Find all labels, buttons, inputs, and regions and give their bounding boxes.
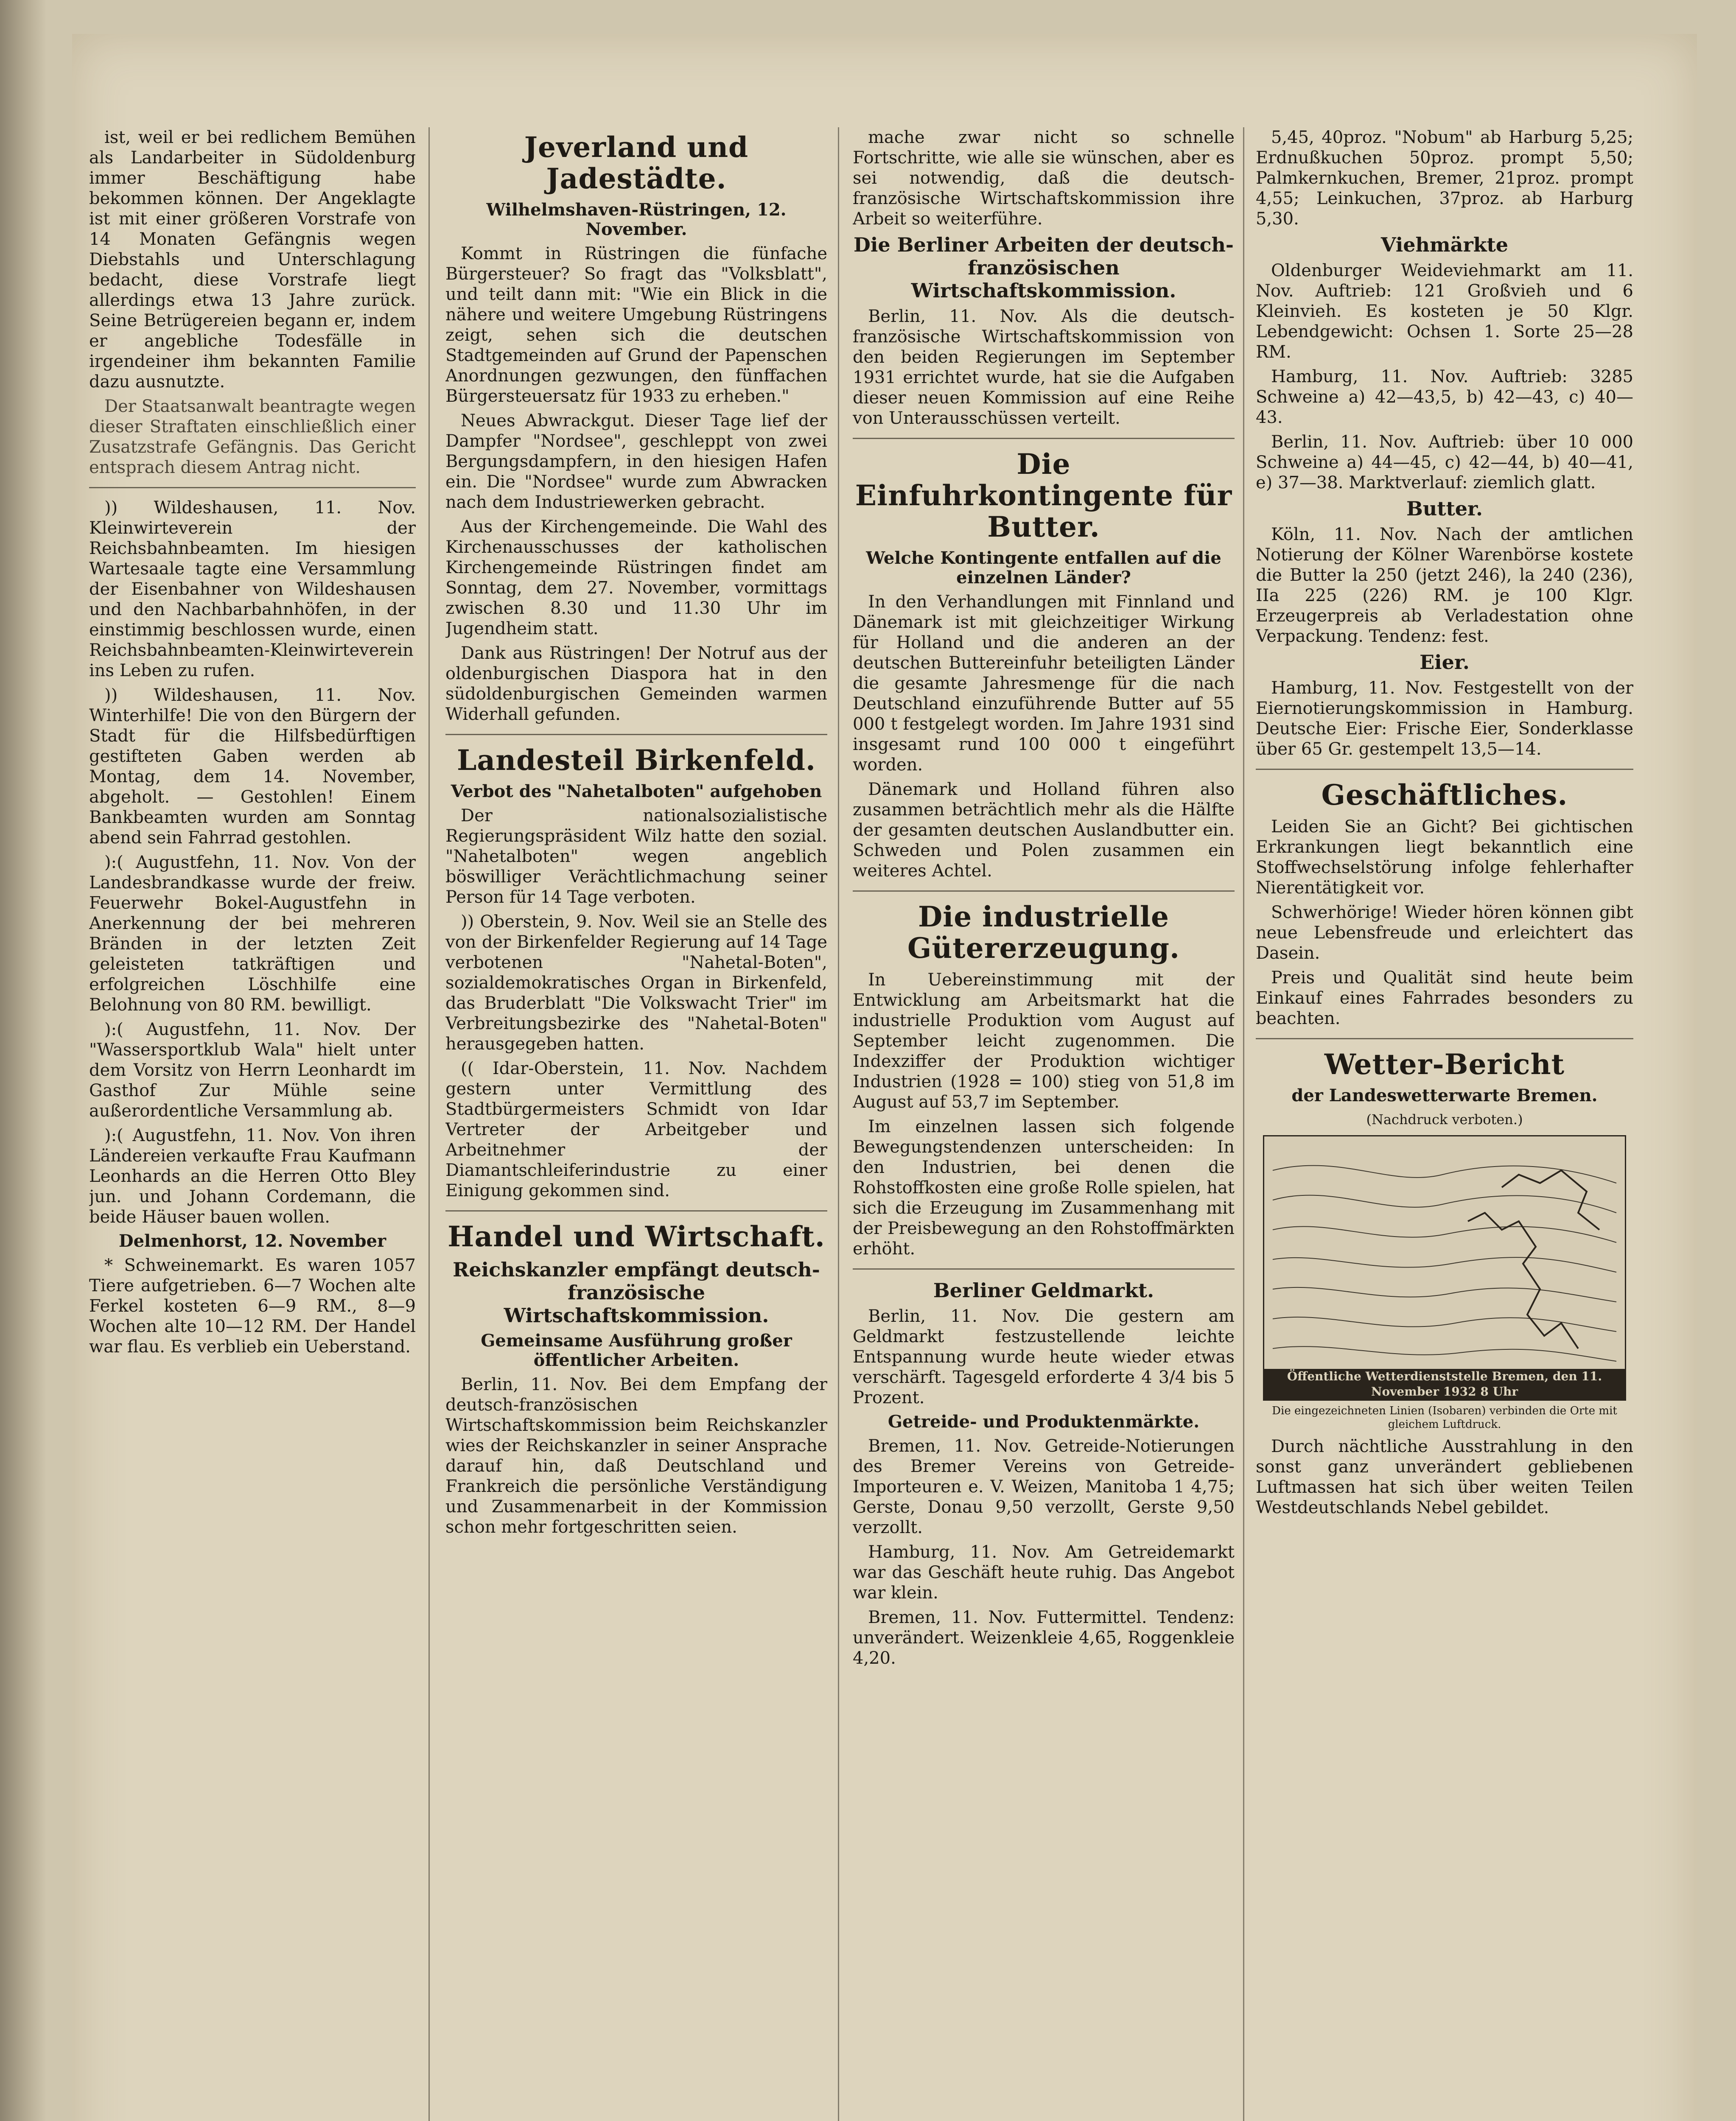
divider xyxy=(1256,769,1633,770)
divider xyxy=(1256,1038,1633,1039)
divider xyxy=(445,1210,827,1212)
article-headline: Viehmärkte xyxy=(1380,233,1509,256)
column-4 xyxy=(1256,127,1633,2121)
article-paragraph: Berlin, 11. Nov. Die gestern am Geldmarkt festzustellende leichte Entspannung wurde heute wieder etwas verschärft. Tagesgeld erforderte 4 3/4 bis 5 Prozent. xyxy=(853,1307,1235,1407)
article-headline: Butter. xyxy=(1406,497,1483,520)
article-paragraph: Berlin, 11. Nov. Als die deutsch-französische Wirtschaftskommission von den beiden Regierungen im September 1931 errichtet wurde, hat sie die Aufgaben dieser neuen Kommission auf eine Reihe von Unterausschüssen verteilt. xyxy=(853,307,1235,428)
article-paragraph: Hamburg, 11. Nov. Auftrieb: 3285 Schweine a) 42—43,5, b) 42—43, c) 40—43. xyxy=(1256,367,1633,427)
section-heading: Die industrielle Gütererzeugung. xyxy=(907,900,1180,965)
article-subheading: Verbot des "Nahetalboten" aufgehoben xyxy=(451,781,822,801)
article-paragraph: ):( Augustfehn, 11. Nov. Von der Landesbrandkasse wurde der freiw. Feuerwehr Bokel-Augustfehn in Anerkennung der bei mehreren Bränden in der letzten Zeit geleisteten tatkräftigen und erfolgreichen Löschhilfe eine Belohnung von 80 RM. bewilligt. xyxy=(89,853,416,1015)
section-heading: Die Einfuhrkontingente für Butter. xyxy=(855,448,1232,543)
divider xyxy=(445,734,827,735)
divider xyxy=(89,487,416,488)
article-paragraph: Der Staatsanwalt beantragte wegen dieser Straftaten einschließlich einer Zusatzstrafe Gefängnis. Das Gericht entsprach diesem Antrag nicht. xyxy=(89,397,416,477)
article-paragraph: Schwerhörige! Wieder hören können gibt neue Lebensfreude und erleichtert das Dasein. xyxy=(1256,903,1633,963)
article-paragraph: Leiden Sie an Gicht? Bei gichtischen Erkrankungen liegt bekanntlich eine Stoffwechselstörung infolge fehlerhafter Nierentätigkeit vor. xyxy=(1256,817,1633,898)
column-rule xyxy=(838,127,839,2121)
column-1 xyxy=(89,127,416,2121)
article-paragraph: )) Wildeshausen, 11. Nov. Winterhilfe! Die von den Bürgern der Stadt für die Hilfsbedürftigen gestifteten Gaben werden ab Montag, dem 14. November, abgeholt. — Gestohlen! Einem Bankbeamten wurden am Sonntag abend sein Fahrrad gestohlen. xyxy=(89,686,416,848)
divider xyxy=(853,890,1235,892)
article-paragraph: Der nationalsozialistische Regierungspräsident Wilz hatte den sozial. "Nahetalboten" wegen angeblich böswilliger Verächtlichmachung seiner Person für 14 Tage verboten. xyxy=(445,806,827,907)
isobar-map-icon xyxy=(1264,1136,1625,1399)
article-paragraph: Bremen, 11. Nov. Getreide-Notierungen des Bremer Vereins von Getreide-Importeuren e. V. Weizen, Manitoba 1 4,75; Gerste, Donau 9,50 verzollt, Gerste 9,50 verzollt. xyxy=(853,1436,1235,1537)
column-2 xyxy=(445,127,827,2121)
article-paragraph: Berlin, 11. Nov. Auftrieb: über 10 000 Schweine a) 44—45, c) 42—44, b) 40—41, e) 37—38. Marktverlauf: ziemlich glatt. xyxy=(1256,432,1633,492)
article-paragraph: Neues Abwrackgut. Dieser Tage lief der Dampfer "Nordsee", geschleppt von zwei Bergungsdampfern, in den hiesigen Hafen ein. Die "Nordsee" wurde zum Abwracken nach dem Industriewerken gebracht. xyxy=(445,411,827,512)
dateline: Delmenhorst, 12. November xyxy=(118,1231,386,1251)
section-heading: Geschäftliches. xyxy=(1321,778,1568,811)
divider xyxy=(853,1268,1235,1270)
weather-map xyxy=(1263,1135,1626,1401)
article-paragraph: Kommt in Rüstringen die fünfache Bürgersteuer? So fragt das "Volksblatt", und teilt dann mit: "Wie ein Blick in die nähere und weitere Umgebung Rüstringens zeigt, sehen sich die deutschen Stadtgemeinden auf Grund der Papenschen Anordnungen gezwungen, den fünffachen Bürgersteuersatz für 1933 zu erheben." xyxy=(445,244,827,406)
article-headline: Eier. xyxy=(1420,651,1470,674)
article-paragraph: Bremen, 11. Nov. Futtermittel. Tendenz: unverändert. Weizenkleie 4,65, Roggenkleie 4,20. xyxy=(853,1608,1235,1668)
article-paragraph: Oldenburger Weideviehmarkt am 11. Nov. Auftrieb: 121 Großvieh und 6 Kleinvieh. Es kosteten je 50 Klgr. Lebendgewicht: Ochsen 1. Sorte 25—28 RM. xyxy=(1256,261,1633,362)
article-paragraph: )) Wildeshausen, 11. Nov. Kleinwirteverein der Reichsbahnbeamten. Im hiesigen Wartesaale tagte eine Versammlung der Eisenbahner von Wildeshausen und den Nachbarbahnhöfen, in der einstimmig beschlossen wurde, einen Reichsbahnbeamten-Kleinwirteverein ins Leben zu rufen. xyxy=(89,498,416,680)
article-subheading: der Landeswetterwarte Bremen. xyxy=(1291,1086,1598,1105)
section-heading: Landesteil Birkenfeld. xyxy=(457,744,816,777)
section-heading: Handel und Wirtschaft. xyxy=(448,1220,825,1253)
article-paragraph: )) Oberstein, 9. Nov. Weil sie an Stelle des von der Birkenfelder Regierung auf 14 Tage verbotenen "Nahetal-Boten", sozialdemokratisches Organ in Birkenfeld, das Bruderblatt "Die Volkswacht Trier" im Verbreitungsbezirke des "Nahetal-Boten" herausgegeben hatten. xyxy=(445,912,827,1054)
column-rule xyxy=(1243,127,1244,2121)
article-headline: Reichskanzler empfängt deutsch-französische Wirtschaftskommission. xyxy=(453,1258,820,1327)
article-paragraph: Köln, 11. Nov. Nach der amtlichen Notierung der Kölner Warenbörse kostete die Butter la 250 (jetzt 246), la 240 (236), IIa 225 (226) RM. je 100 Klgr. Erzeugerpreis ab Verladestation ohne Verpackung. Tendenz: fest. xyxy=(1256,525,1633,646)
article-headline: Die Berliner Arbeiten der deutsch-französischen Wirtschaftskommission. xyxy=(854,233,1234,302)
article-paragraph: * Schweinemarkt. Es waren 1057 Tiere aufgetrieben. 6—7 Wochen alte Ferkel kosteten 6—9 RM., 8—9 Wochen alte 10—12 RM. Der Handel war flau. Es verblieb ein Ueberstand. xyxy=(89,1256,416,1357)
article-paragraph: Aus der Kirchengemeinde. Die Wahl des Kirchenausschusses der katholischen Kirchengemeinde Rüstringen findet am Sonntag, dem 27. November, vormittags zwischen 8.30 und 11.30 Uhr im Jugendheim statt. xyxy=(445,517,827,638)
page-edge xyxy=(0,0,47,2121)
divider xyxy=(853,438,1235,439)
article-paragraph: Hamburg, 11. Nov. Festgestellt von der Eiernotierungskommission in Hamburg. Deutsche Eier: Frische Eier, Sonderklasse über 65 Gr. gestempelt 13,5—14. xyxy=(1256,678,1633,759)
column-rule xyxy=(428,127,430,2121)
article-paragraph: ist, weil er bei redlichem Bemühen als Landarbeiter in Südoldenburg immer Beschäftigung habe bekommen können. Der Angeklagte ist mit einer größeren Vorstrafe von 14 Monaten Gefängnis wegen Diebstahls und Unterschlagung bedacht, diese Vorstrafe liegt allerdings etwa 13 Jahre zurück. Seine Betrügereien begann er, indem er angebliche Todesfälle in irgendeiner ihm bekannten Familie dazu ausnutzte. xyxy=(89,128,416,392)
article-paragraph: Hamburg, 11. Nov. Am Getreidemarkt war das Geschäft heute ruhig. Das Angebot war klein. xyxy=(853,1542,1235,1603)
article-headline: Berliner Geldmarkt. xyxy=(933,1279,1154,1302)
dateline: Wilhelmshaven-Rüstringen, 12. November. xyxy=(486,200,787,239)
article-paragraph: 5,45, 40proz. "Nobum" ab Harburg 5,25; Erdnußkuchen 50proz. prompt 5,50; Palmkernkuchen, Bremer, 21proz. prompt 4,55; Leinkuchen, 37proz. ab Harburg 5,30. xyxy=(1256,128,1633,229)
article-subheading: Gemeinsame Ausführung großer öffentlicher Arbeiten. xyxy=(481,1331,792,1370)
map-caption: Öffentliche Wetterdienststelle Bremen, den 11. November 1932 8 Uhr xyxy=(1264,1369,1625,1399)
article-paragraph: mache zwar nicht so schnelle Fortschritte, wie alle sie wünschen, aber es sei notwendig, daß die deutsch-französische Wirtschaftskommission ihre Arbeit so weiterführe. xyxy=(853,128,1235,229)
article-subheading: Welche Kontingente entfallen auf die einzelnen Länder? xyxy=(866,548,1221,588)
article-paragraph: Durch nächtliche Ausstrahlung in den sonst ganz unverändert gebliebenen Luftmassen hat sich über weiten Teilen Westdeutschlands Nebel gebildet. xyxy=(1256,1437,1633,1517)
article-paragraph: Preis und Qualität sind heute beim Einkauf eines Fahrrades besonders zu beachten. xyxy=(1256,968,1633,1028)
article-paragraph: Berlin, 11. Nov. Bei dem Empfang der deutsch-französischen Wirtschaftskommission beim Reichskanzler wies der Reichskanzler in seiner Ansprache darauf hin, daß Deutschland und Frankreich die persönliche Verständigung und Zusammenarbeit in der Kommission schon mehr fortgeschritten seien. xyxy=(445,1375,827,1537)
article-paragraph: (( Idar-Oberstein, 11. Nov. Nachdem gestern unter Vermittlung des Stadtbürgermeisters Schmidt von Idar Vertreter der Arbeitgeber und Arbeitnehmer der Diamantschleiferindustrie zu einer Einigung gekommen sind. xyxy=(445,1059,827,1200)
column-3 xyxy=(853,127,1235,2121)
reprint-note: (Nachdruck verboten.) xyxy=(1366,1111,1523,1128)
article-paragraph: In den Verhandlungen mit Finnland und Dänemark ist mit gleichzeitiger Wirkung für Holland und die anderen an der deutschen Buttereinfuhr beteiligten Länder die gesamte Jahresmenge für die nach Deutschland einzuführende Butter auf 55 000 t festgelegt worden. Im Jahre 1931 sind insgesamt rund 100 000 t eingeführt worden. xyxy=(853,592,1235,775)
section-heading: Wetter-Bericht xyxy=(1324,1048,1565,1081)
article-paragraph: Dank aus Rüstringen! Der Notruf aus der oldenburgischen Diaspora hat in den südoldenburgischen Gemeinden warmen Widerhall gefunden. xyxy=(445,644,827,724)
section-heading: Jeverland und Jadestädte. xyxy=(524,131,749,195)
article-paragraph: Im einzelnen lassen sich folgende Bewegungstendenzen unterscheiden: In den Industrien, bei denen die Rohstoffkosten eine große Rolle spielen, hat sich die Erzeugung im Zusammenhang mit der Preisbewegung an den Rohstoffmärkten erhöht. xyxy=(853,1117,1235,1259)
article-paragraph: ):( Augustfehn, 11. Nov. Der "Wassersportklub Wala" hielt unter dem Vorsitz von Herrn Leonhardt im Gasthof Zur Mühle seine außerordentliche Versammlung ab. xyxy=(89,1020,416,1121)
map-legend: Die eingezeichneten Linien (Isobaren) verbinden die Orte mit gleichem Luftdruck. xyxy=(1272,1405,1617,1431)
article-paragraph: Dänemark und Holland führen also zusammen beträchtlich mehr als die Hälfte der gesamten deutschen Auslandbutter ein. Schweden und Polen zusammen ein weiteres Achtel. xyxy=(853,780,1235,881)
article-paragraph: ):( Augustfehn, 11. Nov. Von ihren Ländereien verkaufte Frau Kaufmann Leonhards an die Herren Otto Bley jun. und Johann Cordemann, die beide Häuser bauen wollen. xyxy=(89,1126,416,1227)
article-paragraph: In Uebereinstimmung mit der Entwicklung am Arbeitsmarkt hat die industrielle Produktion vom August auf September leicht zugenommen. Die Indexziffer der Produktion wichtiger Industrien (1928 = 100) stieg von 51,8 im August auf 53,7 im September. xyxy=(853,970,1235,1112)
article-subheading: Getreide- und Produktenmärkte. xyxy=(888,1412,1200,1432)
